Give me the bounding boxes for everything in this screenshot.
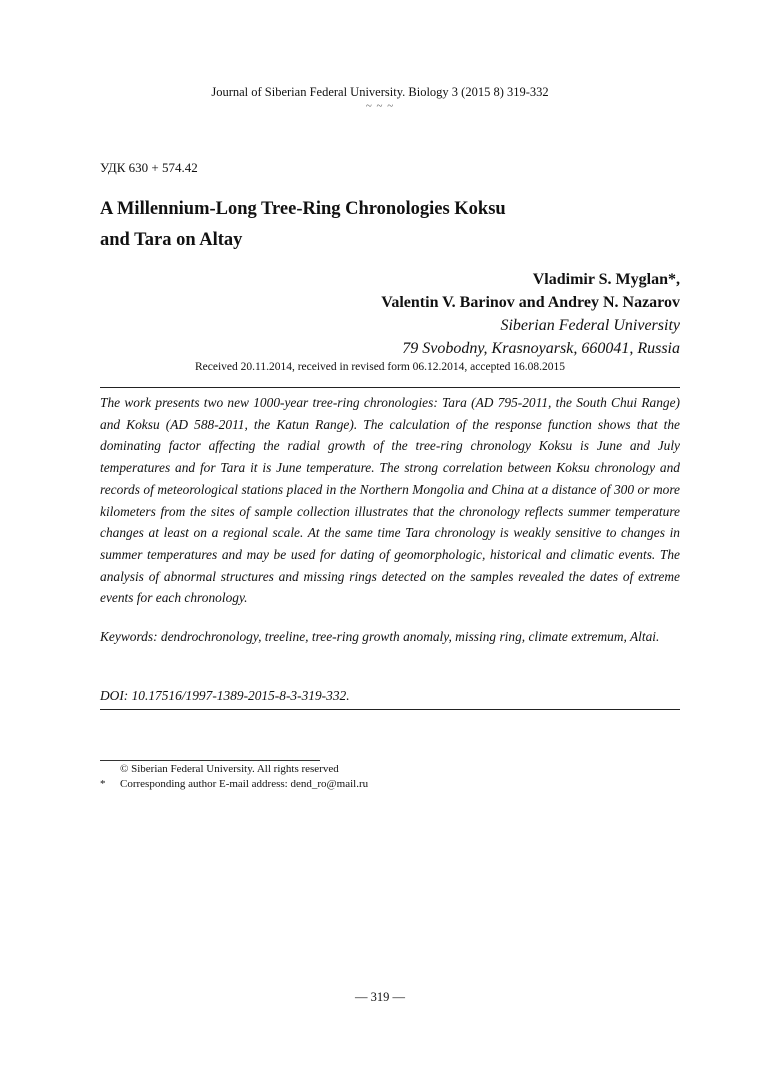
author-line-1: Vladimir S. Myglan*,: [532, 271, 680, 288]
paper-title: [100, 194, 680, 256]
abstract-top-rule: [100, 387, 680, 388]
doi: DOI: 10.17516/1997-1389-2015-8-3-319-332.: [100, 688, 350, 703]
abstract-bottom-rule: [100, 709, 680, 710]
footnote-corresponding: [100, 778, 368, 790]
title-line-2: and Tara on Altay: [100, 230, 243, 250]
keywords: Keywords: dendrochronology, treeline, tree-ring growth anomaly, missing ring, climate extremum, Altai.: [100, 629, 660, 644]
title-line-1: A Millennium-Long Tree-Ring Chronologies Koksu: [100, 199, 506, 219]
footnote-asterisk: *: [100, 778, 106, 790]
author-line-2: Valentin V. Barinov and Andrey N. Nazarov: [381, 294, 680, 311]
footnote-copyright: [100, 763, 339, 775]
journal-header: Journal of Siberian Federal University. Biology 3 (2015 8) 319-332: [211, 85, 549, 99]
page-number: — 319 —: [355, 990, 405, 1004]
address: 79 Svobodny, Krasnoyarsk, 660041, Russia: [402, 340, 680, 357]
abstract: The work presents two new 1000-year tree-ring chronologies: Tara (AD 795-2011, the South Chui Range) and Koksu (AD 588-2011, the Katun Range). The calculation of the response function shows that the dominating factor affecting the radial growth of the tree-ring chronology Koksu is June and July temperatures and for Tara it is June temperature. The strong correlation between Koksu chronology and records of meteorological stations placed in the Northern Mongolia and China at a distance of 300 or more kilometers from the sites of sample collection illustrates that the chronology reflects summer temperature changes at least on a regional scale. At the same time Tara chronology is weakly sensitive to changes in summer temperatures and may be used for dating of geomorphologic, historical and climatic events. The analysis of abnormal structures and missing rings detected on the samples revealed the dates of extreme events for each chronology.: [100, 395, 680, 606]
header-separator: ~ ~ ~: [365, 100, 395, 112]
affiliation: Siberian Federal University: [500, 317, 680, 334]
udk-code: УДК 630 + 574.42: [100, 160, 198, 175]
received-dates: Received 20.11.2014, received in revised form 06.12.2014, accepted 16.08.2015: [194, 361, 566, 373]
footnote-rule: [100, 760, 320, 761]
corresponding-text: Corresponding author E-mail address: dend_ro@mail.ru: [120, 778, 369, 790]
copyright-text: © Siberian Federal University. All rights reserved: [120, 763, 339, 775]
authors-block: [381, 268, 680, 360]
